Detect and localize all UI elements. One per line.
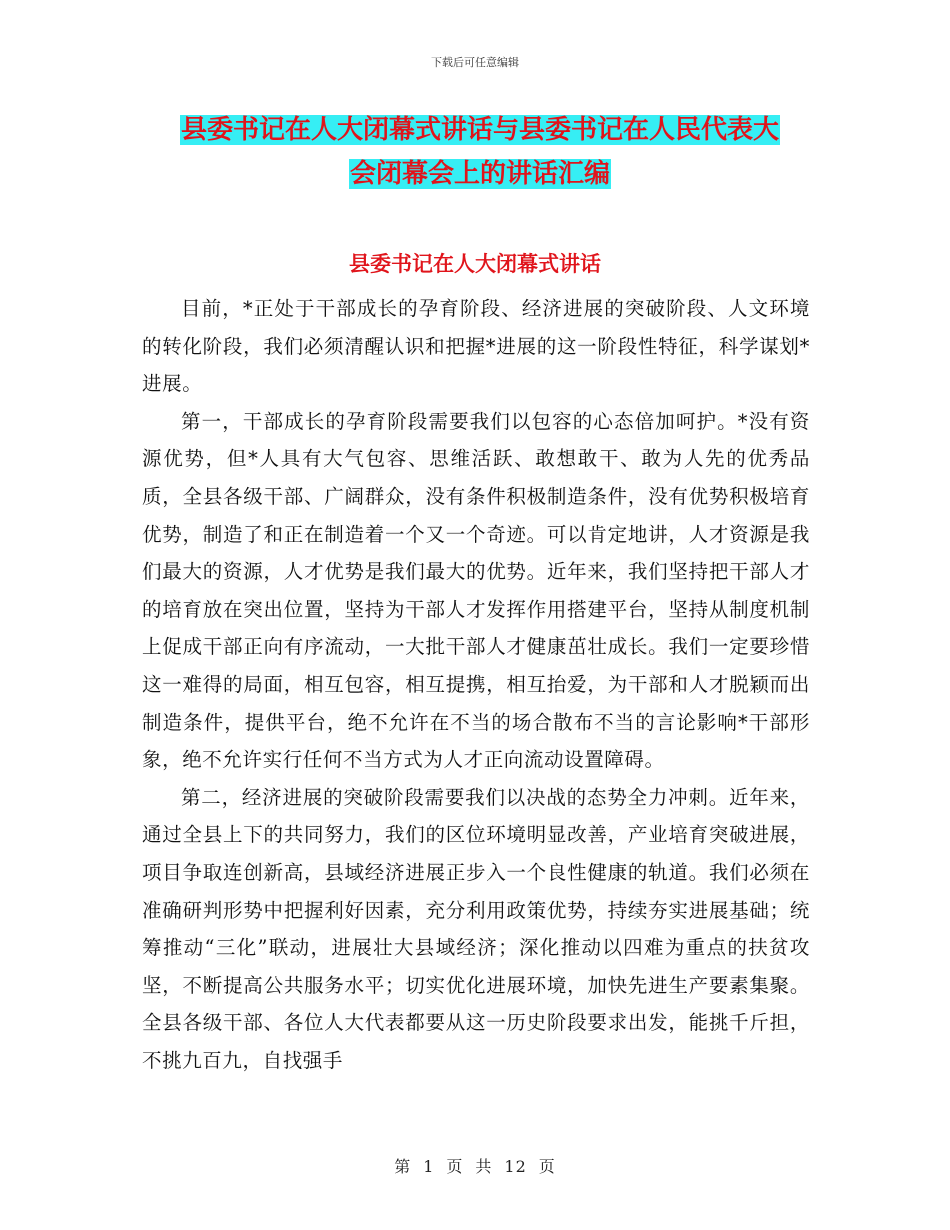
page-label: 第 (394, 1157, 412, 1176)
paragraph-3: 第二，经济进展的突破阶段需要我们以决战的态势全力冲刺。近年来，通过全县上下的共同努力，我们的区位环境明显改善，产业培育突破进展，项目争取连创新高，县域经济进展正步入一个良性健康的轨道。我们必须在准确研判形势中把握利好因素，充分利用政策优势，持续夯实进展基础；统筹推动“三化”联动，进展壮大县域经济；深化推动以四难为重点的扶贫攻坚，不断提高公共服务水平；切实优化进展环境，加快先进生产要素集聚。全县各级干部、各位人大代表都要从这一历史阶段要求出发，能挑千斤担，不挑九百九，自找强手 (142, 785, 810, 1072)
section-heading: 县委书记在人大闭幕式讲话 (349, 251, 601, 276)
total-pages: 12 (504, 1157, 527, 1176)
total-label: 共 (475, 1157, 493, 1176)
page-header-note: 下载后可任意编辑 (431, 56, 519, 69)
page-footer (0, 1154, 950, 1177)
paragraph-2: 第一，干部成长的孕育阶段需要我们以包容的心态倍加呵护。*没有资源优势，但*人具有大气包容、思维活跃、敢想敢干、敢为人先的优秀品质，全县各级干部、广阔群众，没有条件积极制造条件，没有优势积极培育优势，制造了和正在制造着一个又一个奇迹。可以肯定地讲，人才资源是我们最大的资源，人才优势是我们最大的优势。近年来，我们坚持把干部人才的培育放在突出位置，坚持为干部人才发挥作用搭建平台，坚持从制度机制上促成干部正向有序流动，一大批干部人才健康茁壮成长。我们一定要珍惜这一难得的局面，相互包容，相互提携，相互抬爱，为干部和人才脱颖而出制造条件，提供平台，绝不允许在不当的场合散布不当的言论影响*干部形象，绝不允许实行任何不当方式为人才正向流动设置障碍。 (142, 409, 810, 772)
total-unit: 页 (538, 1157, 556, 1176)
document-title-line-1: 县委书记在人大闭幕式讲话与县委书记在人民代表大 (180, 115, 779, 145)
page-number: 1 (423, 1157, 435, 1176)
page-unit: 页 (446, 1157, 464, 1176)
document-title (140, 108, 820, 196)
document-title-line-2: 会闭幕会上的讲话汇编 (349, 159, 610, 189)
body-text (142, 290, 810, 1079)
paragraph-1: 目前，*正处于干部成长的孕育阶段、经济进展的突破阶段、人文环境的转化阶段，我们必须清醒认识和把握*进展的这一阶段性特征，科学谋划*进展。 (142, 297, 810, 396)
